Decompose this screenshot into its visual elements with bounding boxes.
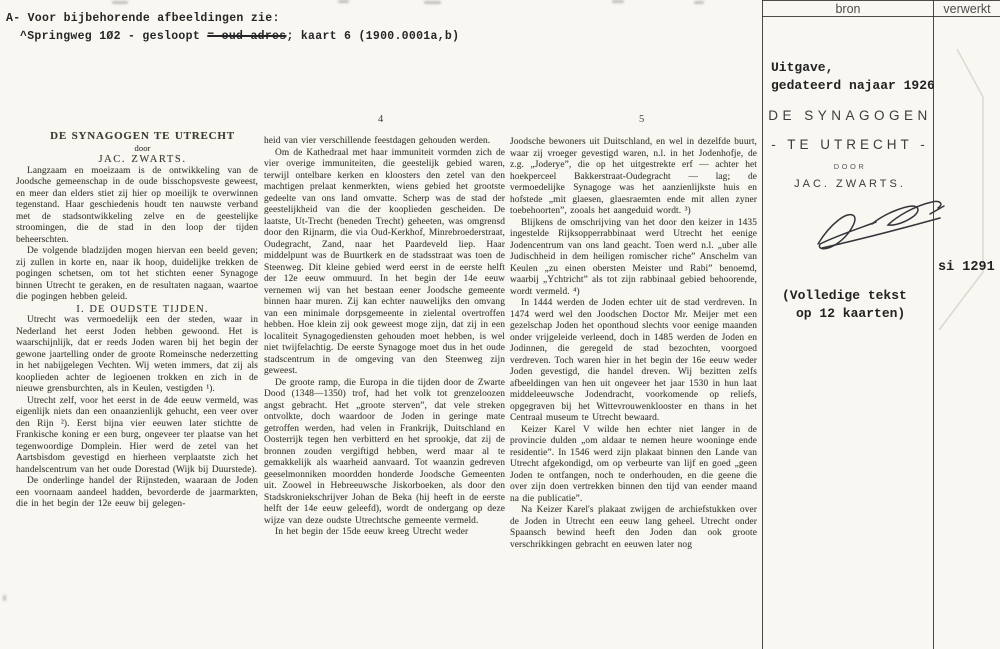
scan-smudge (338, 0, 349, 3)
book-column-left (16, 131, 258, 511)
scan-smudge (612, 0, 624, 3)
signature-jac-zwarts (812, 194, 957, 256)
annotation-struck-text: = oud adres (207, 30, 287, 43)
paragraph: In het begin der 15de eeuw kreeg Utrecht weder (275, 527, 469, 537)
byline-door: door (134, 142, 151, 153)
clipping-title-line2: - TE UTRECHT - (771, 137, 929, 152)
paragraph: Joodsche bewoners uit Duitschland, en wel in dezelfde buurt, waar zij vroeger gevestigd waren, n.l. in het Jodenhofje, de z.g. „Joderye”, die op het uitgestrekte erf — achter het hoekperceel Bakkerstraat-Oudegracht — lag; de vermoedelijke Synagoge was het aanzienlijkste huis en hofstede „mit glaesen, glaesraemten ende mit allen zyner toebehoorten”, zooals het aangeduid wordt. ³) (510, 137, 757, 216)
source-description-line1: Uitgave, (771, 60, 834, 75)
column-header-bron: bron (835, 2, 861, 16)
book-column-page-4 (264, 136, 505, 539)
clipping-title-line1: DE SYNAGOGEN (768, 108, 932, 123)
paragraph: De groote ramp, die Europa in die tijden door de Zwarte Dood (1348—1350) trof, had het volk tot grenzeloozen angst gebracht. Het „groote sterven”, dat vele streken ontvolkte, doch waardoor de Joden in geringe mate getroffen werden, had velen in Frankrijk, Duitschland en Oosterrijk tegen hen verbitterd en het sprookje, dat zij de bronnen zouden vergiftigd hebben, werd maar al te gemakkelijk als waarheid aanvaard. Tot waanzin gedreven geeselmonniken moordden honderde Joodsche Gemeenten uit. Zoowel in Hebreeuwsche Jiskorboeken, als door den Stadskroniekschrijver Johan de Beka (hij heeft in de eerste helft der 14e eeuw geleefd), wordt de ondergang op deze wijze van deze oudste Utrechtsche gemeente vermeld. (264, 377, 505, 526)
form-header-rule (762, 16, 1000, 17)
paragraph: Blijkens de omschrijving van het door den keizer in 1435 ingestelde Rijksopperrabbinaat werd Utrecht het eenige Jodencentrum van ons land geacht. Toen werd n.l. „uber alle Judischheid in dem heiligen romischer riche” Anschelm van Keulen „zu einen obersten Meister und Rabi” benoemd, waarbij „Ychtricht” als tot zijn rabbinaal gebied behoorende, wordt vermeld. ⁴) (510, 217, 757, 297)
paragraph: Utrecht zelf, voor het eerst in de 4de eeuw vermeld, was eigenlijk niets dan een onaanzienlijk gehucht, een veer over den Rijn ²). Eerst bijna vier eeuwen later stichtte de Frankische koning er een burg, ongeveer ter plaatse van het tegenwoordige Domplein. Hier werd de zetel van het Aartsbisdom gevestigd en hierheen verplaatste zich het handelscentrum van het oude Dorestad (Wijk bij Duurstede). (16, 395, 258, 475)
annotation-kaart-ref: ; kaart 6 (1900.0001a,b) (286, 30, 460, 43)
scan-smudge (3, 595, 6, 601)
page-number-4: 4 (378, 114, 384, 125)
clipping-author: JAC. ZWARTS. (794, 178, 906, 190)
source-description-line2: gedateerd najaar 1926 (771, 77, 935, 93)
form-left-border (762, 0, 763, 649)
paragraph: In 1444 werden de Joden echter uit de stad verdreven. In 1474 werd wel den Joodschen Doctor Mr. Meijer met een gezelschap Joden het oponthoud slechts voor eenige maanden onder vrijgeleide verleend, doch in 1485 werden de Joden en Jodinnen, die geregeld de stad bezochten, voorgoed verdreven. Toch waren hier in het begin der 16e eeuw weder Joden gevestigd, die handel dreven. Wij bezitten zelfs afbeeldingen van hen uit ongeveer het jaar 1530 in hun laat middeleeuwsche Jodendracht, voorkomende op reliefs, opgegraven bij het Wittevrouwenklooster en thans in het Centraal museum te Utrecht bewaard. (510, 298, 757, 423)
column-header-verwerkt: verwerkt (943, 2, 991, 16)
underlying-card-edge (930, 40, 1000, 340)
page-number-5: 5 (639, 114, 645, 125)
processing-code: si 1291 (938, 260, 995, 275)
form-top-border (762, 0, 1000, 1)
article-title: DE SYNAGOGEN TE UTRECHT (50, 130, 235, 142)
paragraph: De volgende bladzijden mogen hiervan een beeld geven; zij zullen in korte en, naar ik hoop, duidelijke trekken de pogingen schetsen, om tot het stichten eener Synagoge binnen Utrecht te geraken, en de resultaten nagaan, waartoe die pogingen hebben geleid. (16, 246, 258, 302)
note-line1: (Volledige tekst (782, 288, 907, 303)
paragraph: Om de Kathedraal met haar immuniteit vormden zich de vier overige immuniteiten, die geestelijk gebied waren, terwijl ontelbare kerken en kloosters den zetel van den machtigen prelaat kenmerkten, wiens gebied het grootste gedeelte van ons land omvatte. Scherp was de stad der geestelijkheid van die der kooplieden gescheiden. De laatste, Ut-Trecht (beneden Trecht) geheeten, was omgrensd door den Rijnarm, die via Oud-Kerkhof, Minrebroederstraat, Oudegracht, Zand, naar het Paardeveld liep. Haar middelpunt was de Buurtkerk en de stadsstraat was toen de Steenweg. Dit kleine gebied werd eerst in de eerste helft der 12e eeuw ommuurd. In het begin der 14e eeuw vernemen wij van het bestaan eener Joodsche gemeente binnen haar muren. Zij kan echter nauwelijks den omvang van een minimale dorpsgemeente in zielental overtroffen hebben. Hoe klein zij ook geweest moge zijn, dat zij in een localiteit Synagogediensten gehouden moet hebben, is wel niet twijfelachtig. De eerste Synagoge moet dus in het oude stadscentrum in de omgeving van den Steenweg zijn geweest. (264, 147, 505, 376)
paragraph: De onderlinge handel der Rijnsteden, waaraan de Joden een voornaam aandeel hadden, bevorderde de jaarmarkten, die in het begin der 12e eeuw bij gelegen- (16, 476, 258, 509)
annotation-line2 (20, 30, 459, 43)
paragraph: Na Keizer Karel's plakaat zwijgen de archiefstukken over de Joden in Utrecht een eeuw lang geheel. Utrecht onder Spaansch bewind heeft den Joden dan ook groote verschrikkingen gebracht en eeuwen later nog (510, 505, 757, 550)
scan-smudge (424, 1, 441, 4)
note-line2: op 12 kaarten) (796, 306, 906, 321)
scan-smudge (694, 1, 704, 4)
annotation-address: ^Springweg 1Ø2 - gesloopt (20, 30, 208, 43)
byline-author: JAC. ZWARTS. (98, 154, 187, 165)
clipping-door: DOOR (833, 162, 867, 171)
paragraph: Utrecht was vermoedelijk een der steden, waar in Nederland het eerst Joden hebben gewoond. Het is waarschijnlijk, dat er reeds Joden waren bij het begin der gewone jaartelling onder de groote Romeinsche nederzetting in het nabijgelegen Vechten. Wij weten immers, dat zij als kooplieden achter de legioenen trokken en zich in de nieuwe grensburchten, als in Keulen, vestigden ¹). (16, 315, 258, 394)
annotation-line1: A- Voor bijbehorende afbeeldingen zie: (6, 12, 280, 25)
scan-smudge (112, 1, 128, 4)
source-description (771, 59, 935, 94)
section-heading: I. DE OUDSTE TIJDEN. (76, 303, 209, 315)
paragraph: Langzaam en moeizaam is de ontwikkeling van de Joodsche gemeenschap in de oude bisschopsveste geweest, en meer dan elders stiet zij hier op moeilijk te overwinnen tegenstand. Haar geschiedenis houdt ten nauwste verband met de stadsontwikkeling zelve en de geestelijke stroomingen, die de stad in den loop der tijden beheerschten. (16, 165, 258, 245)
book-column-page-5 (510, 137, 757, 551)
paragraph: Keizer Karel V wilde hen echter niet langer in de provincie dulden „om aldaar te nemen heure wooninge ende residentie”. In 1546 werd zijn plakaat binnen den Lande van Utrecht afgekondigd, om op verbeurte van lijf en goed „geen Joden te ontfangen, noch te onderhouden, en die geene die over zijn doen vertrekken binnen den tijd van eender maand na die publicatie”. (510, 424, 757, 504)
paragraph: heid van vier verschillende feestdagen gehouden werden. (264, 136, 491, 146)
